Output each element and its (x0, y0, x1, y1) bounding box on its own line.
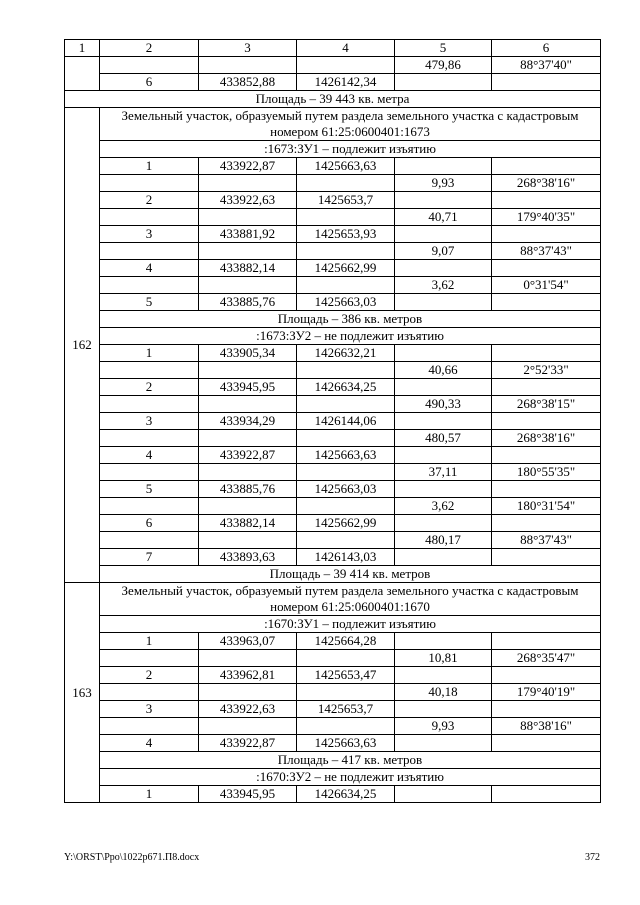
x-cell: 433922,87 (199, 447, 297, 464)
x-cell: 433962,81 (199, 667, 297, 684)
table-row (65, 515, 601, 532)
distance-cell: 479,86 (395, 57, 492, 74)
table-body (65, 40, 601, 803)
angle-cell: 268°38'15" (492, 396, 601, 413)
table-row (65, 192, 601, 209)
column-header: 1 (65, 40, 100, 57)
angle-cell (492, 735, 601, 752)
angle-cell: 2°52'33" (492, 362, 601, 379)
y-cell: 1426632,21 (297, 345, 395, 362)
point-cell: 5 (100, 294, 199, 311)
angle-cell: 88°37'43" (492, 243, 601, 260)
y-cell: 1425662,99 (297, 260, 395, 277)
point-cell: 7 (100, 549, 199, 566)
zu-label: :1670:ЗУ1 – подлежит изъятию (100, 616, 601, 633)
y-cell: 1425663,63 (297, 447, 395, 464)
x-cell: 433882,14 (199, 260, 297, 277)
point-cell (100, 362, 199, 379)
zu-label: :1673:ЗУ2 – не подлежит изъятию (100, 328, 601, 345)
distance-cell (395, 633, 492, 650)
y-cell: 1425663,63 (297, 158, 395, 175)
angle-cell (492, 294, 601, 311)
table-row (65, 735, 601, 752)
angle-cell (492, 192, 601, 209)
x-cell: 433881,92 (199, 226, 297, 243)
table-row (65, 379, 601, 396)
table-row (65, 549, 601, 566)
angle-cell: 268°38'16" (492, 430, 601, 447)
x-cell: 433945,95 (199, 786, 297, 803)
distance-cell (395, 74, 492, 91)
distance-cell (395, 294, 492, 311)
section-number: 163 (65, 583, 100, 803)
y-cell (297, 396, 395, 413)
table-row (65, 633, 601, 650)
x-cell: 433905,34 (199, 345, 297, 362)
angle-cell (492, 413, 601, 430)
area-row (65, 752, 601, 769)
table-row (65, 362, 601, 379)
distance-cell: 10,81 (395, 650, 492, 667)
distance-cell (395, 735, 492, 752)
y-cell: 1426142,34 (297, 74, 395, 91)
point-cell (100, 57, 199, 74)
point-cell: 4 (100, 735, 199, 752)
point-cell (100, 498, 199, 515)
angle-cell (492, 447, 601, 464)
distance-cell: 9,93 (395, 718, 492, 735)
column-header: 3 (199, 40, 297, 57)
distance-cell (395, 260, 492, 277)
x-cell (199, 650, 297, 667)
x-cell (199, 396, 297, 413)
table-row (65, 74, 601, 91)
zu-label: :1670:ЗУ2 – не подлежит изъятию (100, 769, 601, 786)
x-cell (199, 277, 297, 294)
distance-cell (395, 515, 492, 532)
point-cell (100, 396, 199, 413)
angle-cell: 179°40'35" (492, 209, 601, 226)
section-number: 162 (65, 108, 100, 583)
zu-label-row (65, 328, 601, 345)
distance-cell (395, 701, 492, 718)
table-row (65, 260, 601, 277)
column-header: 4 (297, 40, 395, 57)
point-cell (100, 464, 199, 481)
angle-cell (492, 667, 601, 684)
distance-cell (395, 158, 492, 175)
point-cell (100, 430, 199, 447)
point-cell (100, 175, 199, 192)
area-row (65, 566, 601, 583)
distance-cell: 9,07 (395, 243, 492, 260)
file-path: Y:\ORST\Ppo\1022p671.П8.docx (64, 852, 200, 863)
area-label: Площадь – 39 443 кв. метра (65, 91, 601, 108)
point-cell: 1 (100, 786, 199, 803)
point-cell: 1 (100, 158, 199, 175)
point-cell (100, 243, 199, 260)
angle-cell: 180°55'35" (492, 464, 601, 481)
x-cell (199, 175, 297, 192)
angle-cell: 179°40'19" (492, 684, 601, 701)
distance-cell (395, 786, 492, 803)
angle-cell (492, 701, 601, 718)
y-cell (297, 718, 395, 735)
table-row (65, 430, 601, 447)
x-cell: 433922,87 (199, 735, 297, 752)
table-row (65, 243, 601, 260)
area-label: Площадь – 39 414 кв. метров (100, 566, 601, 583)
point-cell (100, 532, 199, 549)
table-row (65, 532, 601, 549)
x-cell (199, 57, 297, 74)
area-label: Площадь – 417 кв. метров (100, 752, 601, 769)
section-title-row (65, 583, 601, 616)
distance-cell: 37,11 (395, 464, 492, 481)
distance-cell (395, 379, 492, 396)
x-cell: 433934,29 (199, 413, 297, 430)
zu-label-row (65, 141, 601, 158)
distance-cell: 490,33 (395, 396, 492, 413)
header-row (65, 40, 601, 57)
table-row (65, 650, 601, 667)
distance-cell (395, 549, 492, 566)
point-cell: 2 (100, 379, 199, 396)
y-cell: 1426634,25 (297, 379, 395, 396)
page-number: 372 (585, 852, 600, 863)
table-row (65, 396, 601, 413)
distance-cell: 480,57 (395, 430, 492, 447)
section-title: Земельный участок, образуемый путем раздела земельного участка с кадастровым номером 61:25:0600401:1673 (100, 108, 601, 141)
table-row (65, 684, 601, 701)
angle-cell (492, 481, 601, 498)
y-cell (297, 175, 395, 192)
angle-cell: 88°37'43" (492, 532, 601, 549)
point-cell (100, 650, 199, 667)
x-cell (199, 464, 297, 481)
x-cell (199, 532, 297, 549)
y-cell (297, 209, 395, 226)
y-cell (297, 464, 395, 481)
table-row (65, 345, 601, 362)
y-cell: 1425663,63 (297, 735, 395, 752)
y-cell (297, 684, 395, 701)
zu-label: :1673:ЗУ1 – подлежит изъятию (100, 141, 601, 158)
area-row (65, 311, 601, 328)
y-cell (297, 430, 395, 447)
zu-label-row (65, 616, 601, 633)
x-cell: 433885,76 (199, 481, 297, 498)
point-cell: 6 (100, 74, 199, 91)
x-cell: 433882,14 (199, 515, 297, 532)
y-cell (297, 243, 395, 260)
section-title: Земельный участок, образуемый путем раздела земельного участка с кадастровым номером 61:25:0600401:1670 (100, 583, 601, 616)
x-cell: 433885,76 (199, 294, 297, 311)
distance-cell: 480,17 (395, 532, 492, 549)
x-cell (199, 243, 297, 260)
table-row (65, 294, 601, 311)
x-cell (199, 209, 297, 226)
table-row (65, 57, 601, 74)
zu-label-row (65, 769, 601, 786)
x-cell (199, 718, 297, 735)
angle-cell (492, 158, 601, 175)
table-row (65, 786, 601, 803)
table-row (65, 158, 601, 175)
table-row (65, 667, 601, 684)
table-row (65, 464, 601, 481)
x-cell (199, 684, 297, 701)
angle-cell: 0°31'54" (492, 277, 601, 294)
y-cell: 1426144,06 (297, 413, 395, 430)
point-cell: 3 (100, 701, 199, 718)
y-cell (297, 277, 395, 294)
table-row (65, 209, 601, 226)
y-cell: 1426143,03 (297, 549, 395, 566)
x-cell: 433893,63 (199, 549, 297, 566)
point-cell (100, 718, 199, 735)
table-row (65, 718, 601, 735)
section-number-cell (65, 57, 100, 91)
point-cell: 6 (100, 515, 199, 532)
x-cell (199, 498, 297, 515)
distance-cell: 9,93 (395, 175, 492, 192)
y-cell: 1425653,7 (297, 192, 395, 209)
table-row (65, 701, 601, 718)
distance-cell (395, 192, 492, 209)
table-row (65, 498, 601, 515)
angle-cell (492, 786, 601, 803)
x-cell: 433922,63 (199, 192, 297, 209)
distance-cell: 40,71 (395, 209, 492, 226)
y-cell: 1425663,03 (297, 481, 395, 498)
x-cell: 433922,63 (199, 701, 297, 718)
point-cell (100, 277, 199, 294)
angle-cell (492, 379, 601, 396)
x-cell: 433945,95 (199, 379, 297, 396)
distance-cell (395, 667, 492, 684)
x-cell (199, 362, 297, 379)
x-cell: 433963,07 (199, 633, 297, 650)
angle-cell: 88°37'40" (492, 57, 601, 74)
y-cell (297, 498, 395, 515)
point-cell: 4 (100, 447, 199, 464)
coordinates-table (64, 39, 601, 803)
table-row (65, 481, 601, 498)
y-cell: 1425653,47 (297, 667, 395, 684)
angle-cell (492, 633, 601, 650)
angle-cell (492, 74, 601, 91)
point-cell: 1 (100, 345, 199, 362)
point-cell (100, 684, 199, 701)
table-row (65, 175, 601, 192)
y-cell (297, 362, 395, 379)
table-row (65, 277, 601, 294)
angle-cell (492, 226, 601, 243)
table-row (65, 447, 601, 464)
table-row (65, 226, 601, 243)
point-cell: 3 (100, 413, 199, 430)
distance-cell (395, 447, 492, 464)
angle-cell (492, 260, 601, 277)
angle-cell: 268°35'47" (492, 650, 601, 667)
x-cell: 433922,87 (199, 158, 297, 175)
x-cell: 433852,88 (199, 74, 297, 91)
angle-cell: 180°31'54" (492, 498, 601, 515)
distance-cell (395, 481, 492, 498)
y-cell: 1425662,99 (297, 515, 395, 532)
angle-cell: 88°38'16" (492, 718, 601, 735)
distance-cell: 3,62 (395, 277, 492, 294)
point-cell (100, 209, 199, 226)
area-label: Площадь – 386 кв. метров (100, 311, 601, 328)
distance-cell: 40,66 (395, 362, 492, 379)
column-header: 2 (100, 40, 199, 57)
column-header: 6 (492, 40, 601, 57)
y-cell: 1425663,03 (297, 294, 395, 311)
angle-cell (492, 549, 601, 566)
table-row (65, 413, 601, 430)
column-header: 5 (395, 40, 492, 57)
section-title-row (65, 108, 601, 141)
point-cell: 5 (100, 481, 199, 498)
point-cell: 4 (100, 260, 199, 277)
distance-cell: 3,62 (395, 498, 492, 515)
distance-cell: 40,18 (395, 684, 492, 701)
point-cell: 3 (100, 226, 199, 243)
y-cell (297, 532, 395, 549)
y-cell: 1425664,28 (297, 633, 395, 650)
point-cell: 1 (100, 633, 199, 650)
y-cell (297, 650, 395, 667)
distance-cell (395, 413, 492, 430)
angle-cell (492, 345, 601, 362)
distance-cell (395, 226, 492, 243)
angle-cell (492, 515, 601, 532)
x-cell (199, 430, 297, 447)
point-cell: 2 (100, 667, 199, 684)
distance-cell (395, 345, 492, 362)
y-cell: 1425653,93 (297, 226, 395, 243)
y-cell: 1425653,7 (297, 701, 395, 718)
y-cell: 1426634,25 (297, 786, 395, 803)
area-row (65, 91, 601, 108)
point-cell: 2 (100, 192, 199, 209)
y-cell (297, 57, 395, 74)
angle-cell: 268°38'16" (492, 175, 601, 192)
